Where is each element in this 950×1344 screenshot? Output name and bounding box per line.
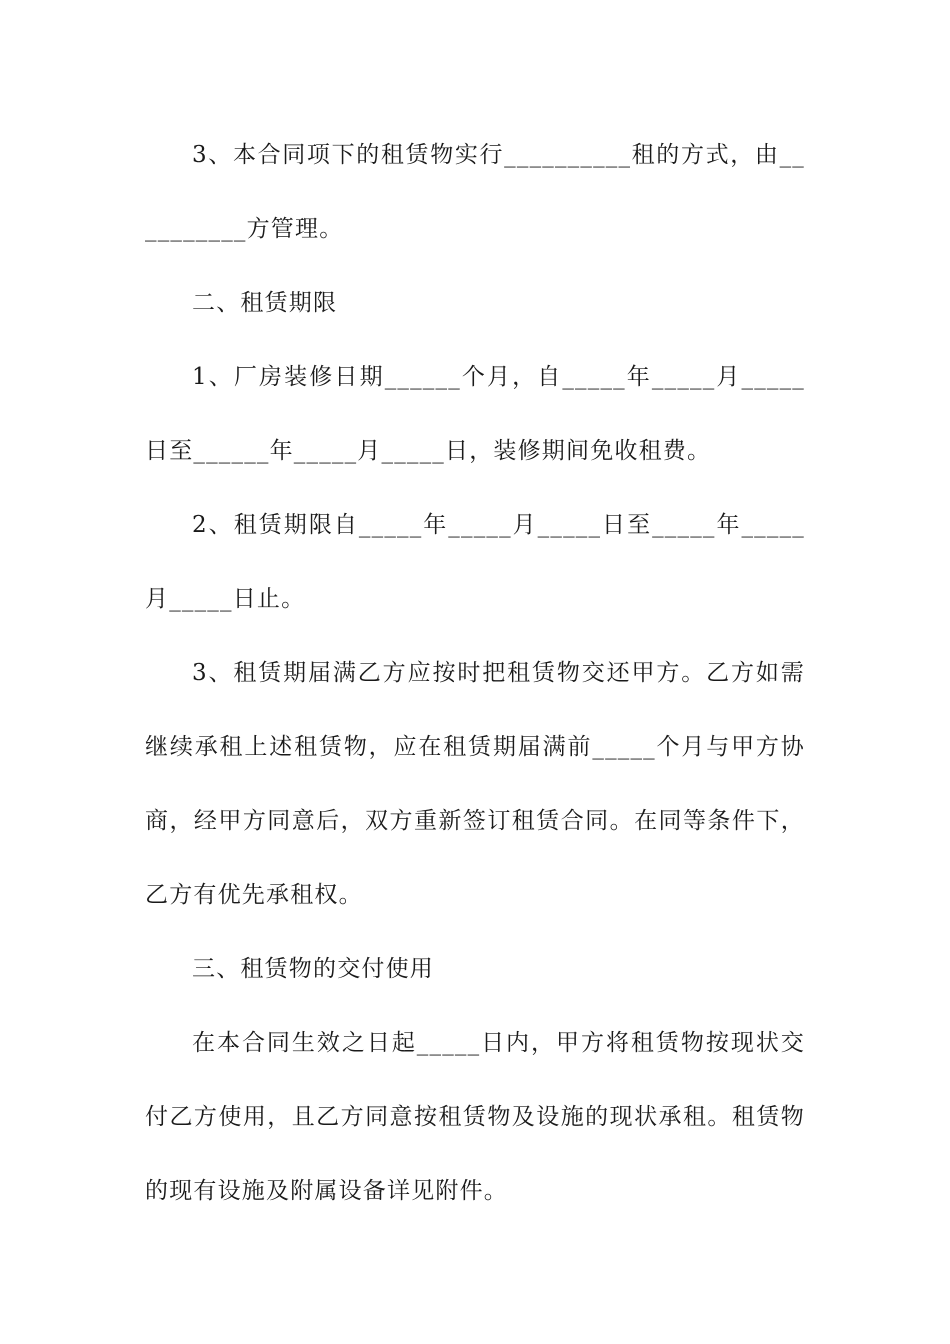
clause-renovation-period: 1、厂房装修日期______个月，自_____年_____月_____日至______年_____月_____日，装修期间免收租费。	[145, 364, 805, 464]
section-heading-lease-term: 二、租赁期限	[192, 290, 338, 316]
document-body	[145, 118, 805, 1228]
clause-lease-duration: 2、租赁期限自_____年_____月_____日至_____年_____月_____日止。	[145, 512, 805, 612]
clause-lease-renewal: 3、租赁期届满乙方应按时把租赁物交还甲方。乙方如需继续承租上述租赁物，应在租赁期届满前_____个月与甲方协商，经甲方同意后，双方重新签订租赁合同。在同等条件下，乙方有优先承租权。	[145, 660, 805, 908]
clause-management-method: 3、本合同项下的租赁物实行__________租的方式，由__________方管理。	[145, 142, 805, 242]
section-heading-delivery-use: 三、租赁物的交付使用	[192, 956, 434, 982]
clause-delivery: 在本合同生效之日起_____日内，甲方将租赁物按现状交付乙方使用，且乙方同意按租赁物及设施的现状承租。租赁物的现有设施及附属设备详见附件。	[145, 1030, 805, 1204]
